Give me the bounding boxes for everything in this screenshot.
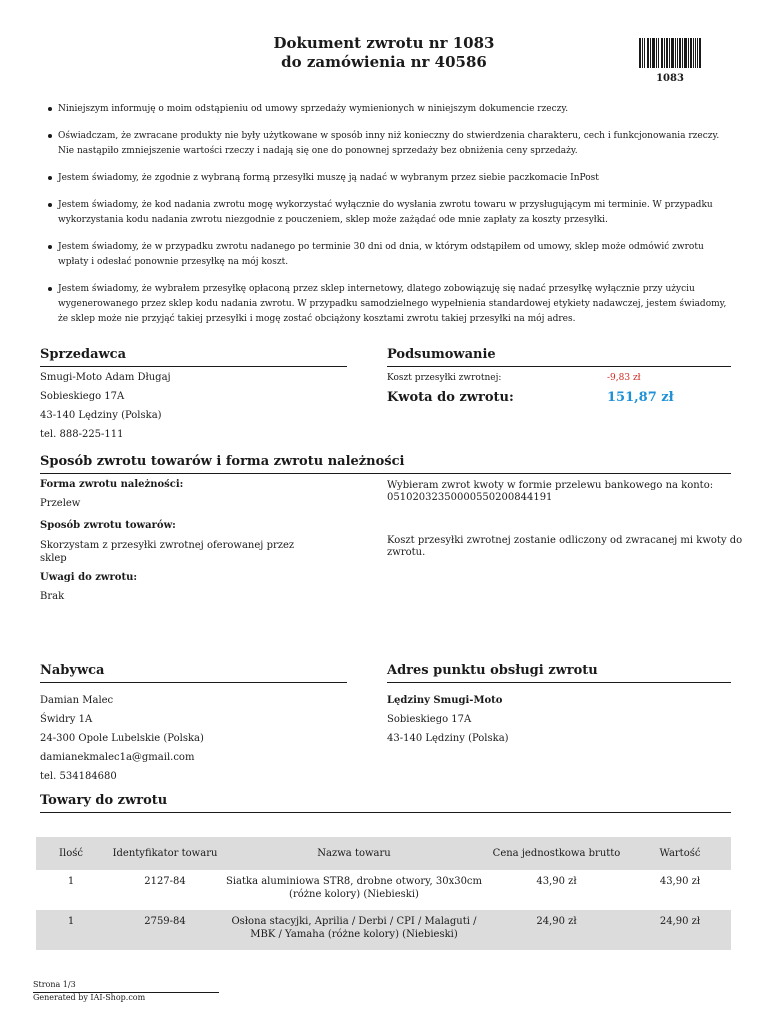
row-value: 24,90 zł bbox=[629, 910, 731, 950]
buyer-name: Damian Malec bbox=[40, 695, 114, 706]
statement-item: Niniejszym informuję o moim odstąpieniu od umowy sprzedaży wymienionych w niniejszym dokumencie rzeczy. bbox=[48, 102, 728, 117]
buyer-title: Nabywca bbox=[40, 663, 347, 683]
row-product-name-line-2: MBK / Yamaha (różne kolory) (Niebieski) bbox=[250, 929, 458, 940]
row-unit-price: 43,90 zł bbox=[536, 876, 577, 887]
table-header-row bbox=[36, 837, 731, 870]
col-product-name: Nazwa towaru bbox=[224, 837, 484, 870]
row-unit-price: 24,90 zł bbox=[484, 910, 629, 950]
row-product-name-line-1: Osłona stacyjki, Aprilia / Derbi / CPI / Malaguti / bbox=[231, 916, 477, 927]
row-product-name bbox=[224, 870, 484, 910]
statement-item: Jestem świadomy, że kod nadania zwrotu mogę wykorzystać wyłącznie do wysłania zwrotu towaru w przysługującym mi terminie. W przypadku wykorzystania kodu nadania zwrotu niezgodnie z pouczeniem, sklep może zażądać ode mnie zapłaty za koszty przesyłki. bbox=[48, 198, 728, 228]
col-value: Wartość bbox=[629, 837, 731, 870]
seller-title: Sprzedawca bbox=[40, 347, 347, 367]
summary-title: Podsumowanie bbox=[387, 347, 731, 367]
seller-name: Smugi-Moto Adam Długaj bbox=[40, 372, 171, 383]
return-method-title: Sposób zwrotu towarów i forma zwrotu należności bbox=[40, 454, 731, 474]
refund-total-label: Kwota do zwrotu: bbox=[387, 390, 514, 405]
statement-item: Jestem świadomy, że wybrałem przesyłkę opłaconą przez sklep internetowy, dlatego zobowiązuję się nadać przesyłkę wyłącznie przy użyciu wygenerowanego przez sklep kodu nadania zwrotu. W przypadku samodzielnego wypełnienia standardowej etykiety nadawczej, jestem świadomy, że sklep może nie przyjąć takiej przesyłki i mogę zostać obciążony kosztami zwrotu takiej przesyłki na mój adres. bbox=[48, 282, 728, 327]
buyer-email: damianekmalec1a@gmail.com bbox=[40, 752, 195, 763]
refund-form-label: Forma zwrotu należności: bbox=[40, 479, 184, 490]
seller-phone: tel. 888-225-111 bbox=[40, 429, 124, 440]
row-quantity: 1 bbox=[36, 910, 106, 950]
seller-city: 43-140 Lędziny (Polska) bbox=[40, 410, 162, 421]
statement-item: Jestem świadomy, że w przypadku zwrotu nadanego po terminie 30 dni od dnia, w którym odstąpiłem od umowy, sklep może odmówić zwrotu wpłaty i odesłać ponownie przesyłkę na mój koszt. bbox=[48, 240, 728, 270]
service-point-street: Sobieskiego 17A bbox=[387, 714, 472, 725]
deduction-text-2: zwrotu. bbox=[387, 547, 426, 558]
statement-item: Oświadczam, że zwracane produkty nie były użytkowane w sposób inny niż konieczny do stwierdzenia charakteru, cech i funkcjonowania rzeczy. Nie nastąpiło zmniejszenie wartości rzeczy i nadają się one do ponownej sprzedaży bez obniżenia ceny sprzedaży. bbox=[48, 129, 728, 159]
buyer-phone: tel. 534184680 bbox=[40, 771, 117, 782]
deduction-text-1: Koszt przesyłki zwrotnej zostanie odliczony od zwracanej mi kwoty do bbox=[387, 535, 743, 546]
generated-by: Generated by IAI-Shop.com bbox=[33, 993, 146, 1002]
title-line-1: Dokument zwrotu nr 1083 bbox=[273, 34, 495, 52]
service-point-title: Adres punktu obsługi zwrotu bbox=[387, 663, 731, 683]
items-title: Towary do zwrotu bbox=[40, 793, 731, 813]
refund-total-value: 151,87 zł bbox=[607, 390, 674, 405]
table-row bbox=[36, 870, 731, 910]
shipping-cost-value: -9,83 zł bbox=[607, 373, 641, 383]
notes-value: Brak bbox=[40, 591, 65, 602]
seller-street: Sobieskiego 17A bbox=[40, 391, 125, 402]
row-product-id: 2759-84 bbox=[106, 910, 224, 950]
row-product-name bbox=[224, 910, 484, 950]
notes-label: Uwagi do zwrotu: bbox=[40, 572, 138, 583]
refund-form-value: Przelew bbox=[40, 498, 81, 509]
barcode-icon bbox=[639, 38, 701, 68]
col-product-id: Identyfikator towaru bbox=[106, 837, 224, 870]
col-quantity: Ilość bbox=[36, 837, 106, 870]
return-method-value-1: Skorzystam z przesyłki zwrotnej oferowanej przez bbox=[40, 540, 295, 551]
service-point-name: Lędziny Smugi-Moto bbox=[387, 695, 503, 706]
return-method-value-2: sklep bbox=[40, 553, 67, 564]
row-product-name-line-2: (różne kolory) (Niebieski) bbox=[289, 889, 419, 900]
return-method-label: Sposób zwrotu towarów: bbox=[40, 520, 176, 531]
row-quantity: 1 bbox=[67, 876, 75, 887]
table-row bbox=[36, 910, 731, 950]
service-point-city: 43-140 Lędziny (Polska) bbox=[387, 733, 509, 744]
shipping-cost-label: Koszt przesyłki zwrotnej: bbox=[387, 373, 502, 383]
buyer-street: Świdry 1A bbox=[40, 714, 93, 725]
col-unit-price: Cena jednostkowa brutto bbox=[484, 837, 629, 870]
buyer-city: 24-300 Opole Lubelskie (Polska) bbox=[40, 733, 204, 744]
page-number: Strona 1/3 bbox=[33, 980, 76, 989]
bank-transfer-text: Wybieram zwrot kwoty w formie przelewu bankowego na konto: bbox=[387, 480, 714, 491]
row-value: 43,90 zł bbox=[659, 876, 701, 887]
barcode-number: 1083 bbox=[656, 73, 684, 84]
row-product-id: 2127-84 bbox=[144, 876, 186, 887]
statement-item: Jestem świadomy, że zgodnie z wybraną formą przesyłki muszę ją nadać w wybranym przez siebie paczkomacie InPost bbox=[48, 171, 728, 186]
bank-account: 05102032350000550200844191 bbox=[387, 492, 553, 503]
items-table bbox=[36, 837, 731, 950]
row-product-name-line-1: Siatka aluminiowa STR8, drobne otwory, 30x30cm bbox=[225, 876, 483, 887]
title-line-2: do zamówienia nr 40586 bbox=[281, 53, 487, 71]
statement-list bbox=[48, 102, 728, 339]
